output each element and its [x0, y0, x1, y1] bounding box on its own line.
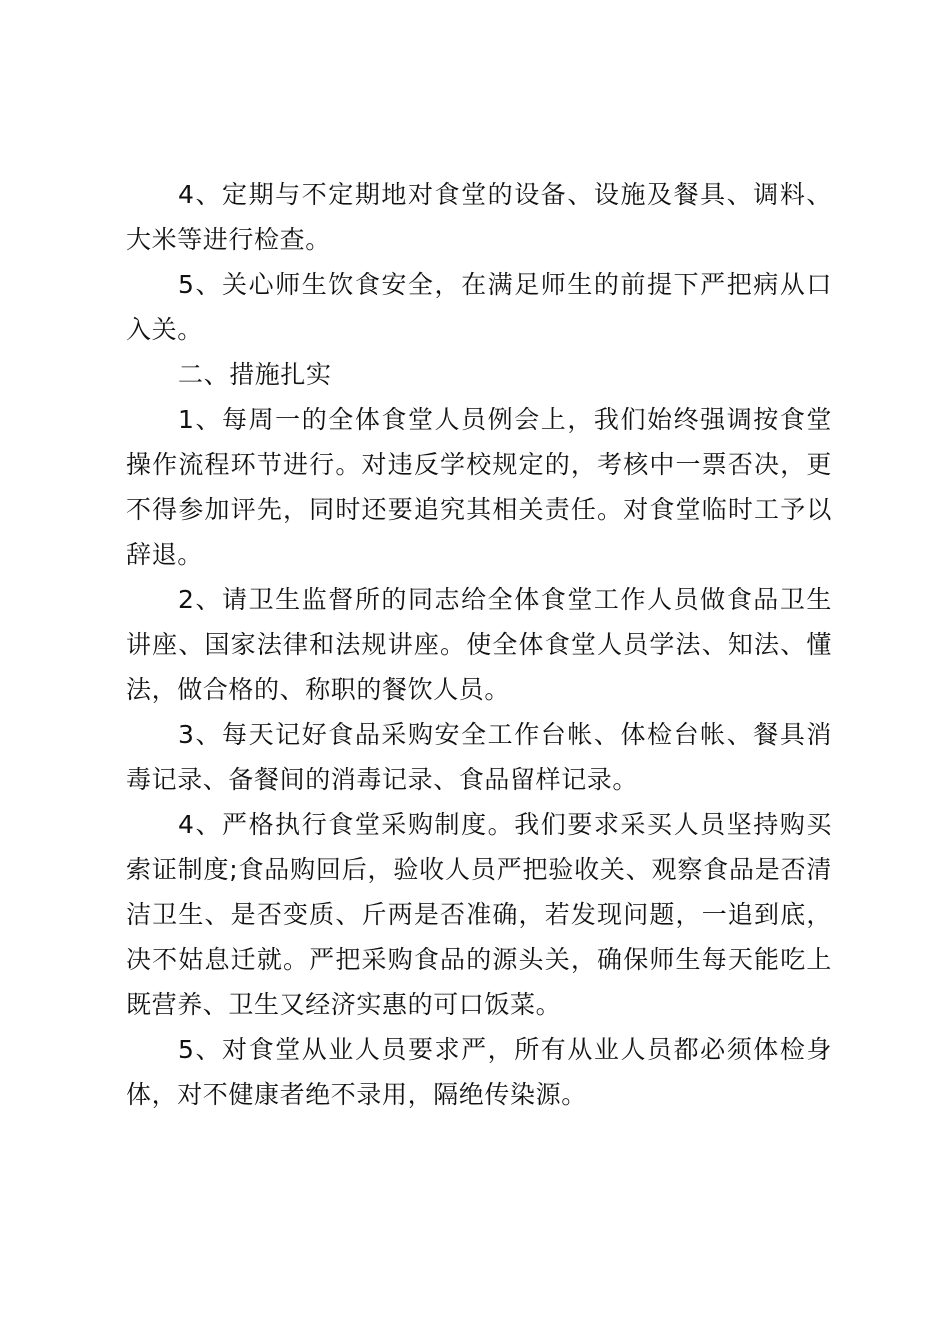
paragraph-2: 5、关心师生饮食安全，在满足师生的前提下严把病从口入关。	[126, 270, 832, 344]
paragraph-4: 2、请卫生监督所的同志给全体食堂工作人员做食品卫生讲座、国家法律和法规讲座。使全体食堂人员学法、知法、懂法，做合格的、称职的餐饮人员。	[126, 585, 832, 704]
paragraph-7: 5、对食堂从业人员要求严，所有从业人员都必须体检身体，对不健康者绝不录用，隔绝传染源。	[126, 1035, 832, 1109]
paragraph-6: 4、严格执行食堂采购制度。我们要求采买人员坚持购买索证制度;食品购回后，验收人员严把验收关、观察食品是否清洁卫生、是否变质、斤两是否准确，若发现问题，一追到底，决不姑息迁就。严把采购食品的源头关，确保师生每天能吃上既营养、卫生又经济实惠的可口饭菜。	[126, 810, 832, 1019]
paragraph-3: 1、每周一的全体食堂人员例会上，我们始终强调按食堂操作流程环节进行。对违反学校规定的，考核中一票否决，更不得参加评先，同时还要追究其相关责任。对食堂临时工予以辞退。	[126, 405, 832, 569]
paragraph-5: 3、每天记好食品采购安全工作台帐、体检台帐、餐具消毒记录、备餐间的消毒记录、食品留样记录。	[126, 720, 832, 794]
paragraph-1: 4、定期与不定期地对食堂的设备、设施及餐具、调料、大米等进行检查。	[126, 180, 832, 254]
section-heading: 二、措施扎实	[178, 360, 332, 389]
document-body	[126, 172, 832, 1117]
